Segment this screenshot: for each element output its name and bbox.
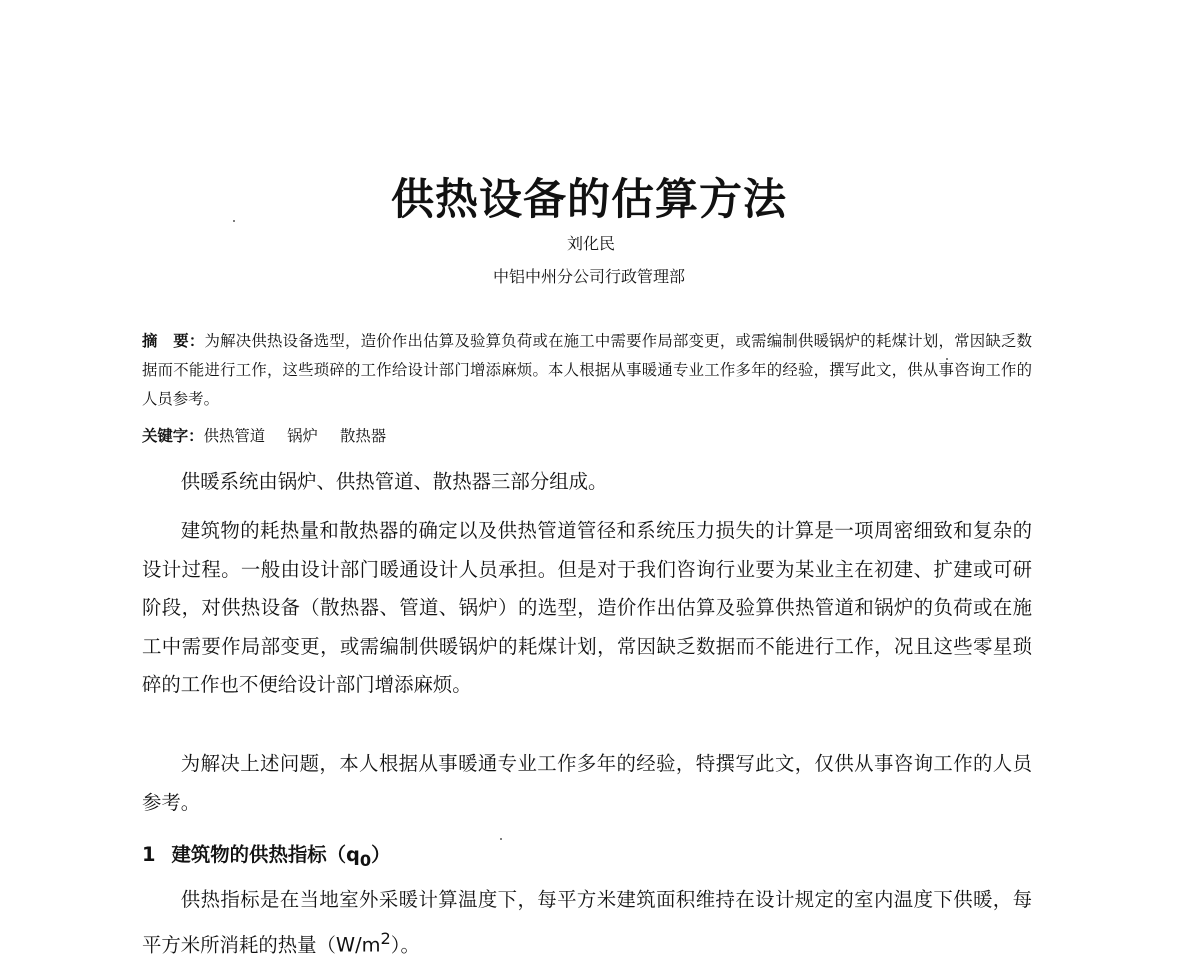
author-name: 刘化民 xyxy=(566,234,615,253)
scan-speck xyxy=(233,220,235,222)
keywords-label: 关键字： xyxy=(142,427,204,445)
abstract-text: 为解决供热设备选型，造价作出估算及验算负荷或在施工中需要作局部变更，或需编制供暖锅炉的耗煤计划，常因缺乏数据而不能进行工作，这些琐碎的工作给设计部门增添麻烦。本人根据从事暖通专业工作多年的经验，撰写此文，供从事咨询工作的人员参考。 xyxy=(142,332,1032,408)
abstract xyxy=(142,327,1032,414)
paragraph-4-end: ）。 xyxy=(390,932,420,955)
keyword-item: 供热管道 xyxy=(203,427,266,445)
abstract-label: 摘 要： xyxy=(142,332,205,350)
section-title: 建筑物的供热指标（q xyxy=(171,843,360,866)
section-heading-1 xyxy=(142,839,391,870)
keyword-item: 锅炉 xyxy=(287,427,318,445)
body-paragraph-4 xyxy=(142,881,1032,955)
keyword-item: 散热器 xyxy=(339,427,387,445)
section-number: 1 xyxy=(142,843,156,866)
paragraph-4-text: 供热指标是在当地室外采暖计算温度下，每平方米建筑面积维持在设计规定的室内温度下供暖，每平方米所消耗的热量（W/m xyxy=(142,888,1032,955)
paper-title: 供热设备的估算方法 xyxy=(391,175,787,225)
body-paragraph-2: 建筑物的耗热量和散热器的确定以及供热管道管径和系统压力损失的计算是一项周密细致和复杂的设计过程。一般由设计部门暖通设计人员承担。但是对于我们咨询行业要为某业主在初建、扩建或可研阶段，对供热设备（散热器、管道、锅炉）的选型，造价作出估算及验算供热管道和锅炉的负荷或在施工中需要作局部变更，或需编制供暖锅炉的耗煤计划，常因缺乏数据而不能进行工作，况且这些零星琐碎的工作也不便给设计部门增添麻烦。 xyxy=(142,519,1032,696)
author-affiliation: 中铝中州分公司行政管理部 xyxy=(492,267,685,286)
scan-speck xyxy=(946,358,948,360)
section-title-subscript: 0 xyxy=(359,850,372,870)
section-title-close: ） xyxy=(371,843,391,866)
paragraph-4-superscript: 2 xyxy=(380,928,391,948)
body-paragraph-1: 供暖系统由锅炉、供热管道、散热器三部分组成。 xyxy=(180,470,608,493)
keywords xyxy=(142,424,1032,446)
body-paragraph-3: 为解决上述问题，本人根据从事暖通专业工作多年的经验，特撰写此文，仅供从事咨询工作的人员参考。 xyxy=(142,752,1032,814)
scan-speck xyxy=(500,838,502,840)
